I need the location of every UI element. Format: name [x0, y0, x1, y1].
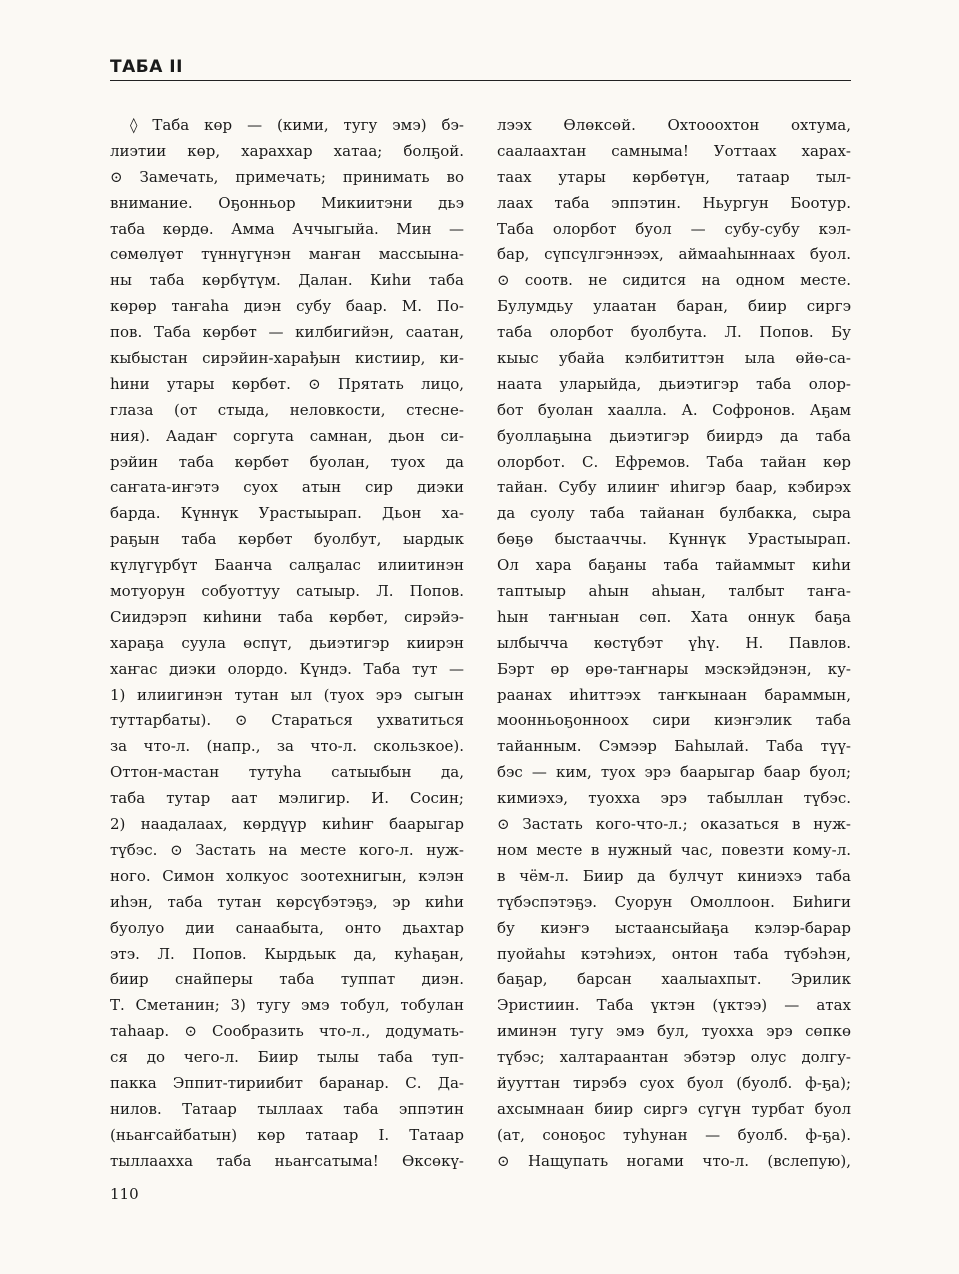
- text-line: ◊ Таба көр — (кими, тугу эмэ) бэ-: [130, 116, 464, 134]
- text-line: таба тутар аат мэлигир. И. Сосин;: [110, 789, 464, 808]
- text-line: күлүгүрбүт Баанча салҕалас илиитинэн: [110, 556, 464, 575]
- text-line: һини утары көрбөт. ⊙ Прятать лицо,: [110, 374, 464, 393]
- text-line: в чём-л. Биир да булчут киниэхэ таба: [497, 866, 851, 885]
- text-line: пакка Эппит-тириибит баранар. С. Да-: [110, 1073, 464, 1092]
- text-line: ⊙ Застать кого-что-л.; оказаться в нуж-: [497, 815, 851, 834]
- text-line: лээх Өлөксөй. Охтооохтон охтума,: [497, 116, 851, 134]
- text-line: Эристиин. Таба үктэн (үктээ) — атах: [497, 996, 851, 1015]
- text-line: ⊙ Замечать, примечать; принимать во: [110, 167, 464, 186]
- text-line: таах утары көрбөтүн, татаар тыл-: [497, 167, 851, 186]
- right-column: [497, 113, 851, 1175]
- text-line: түбэспэтэҕэ. Суорун Омоллоон. Биһиги: [497, 892, 851, 911]
- text-line: тайан. Субу илииҥ иһигэр баар, кэбирэх: [497, 478, 851, 497]
- text-line: да суолу таба тайанан булбакка, сыра: [497, 504, 851, 523]
- text-line: ся до чего-л. Биир тылы таба туп-: [110, 1048, 464, 1067]
- text-line: тыллаахха таба ньаҥсатыма! Өксөкү-: [110, 1151, 464, 1170]
- text-line: мотуорун собуоттуу сатыыр. Л. Попов.: [110, 582, 464, 601]
- text-line: ахсымнаан биир сиргэ сүгүн турбат буол: [497, 1099, 851, 1118]
- text-line: Булумдьу улаатан баран, биир сиргэ: [497, 297, 851, 316]
- text-line: таба көрдө. Амма Аччыгыйа. Мин —: [110, 219, 464, 238]
- text-line: буолуо дии санаабыта, онто дьахтар: [110, 918, 464, 937]
- text-line: бөҕө быстааччы. Күннүк Урастыырап.: [497, 530, 851, 549]
- text-line: ылбычча көстүбэт үһү. Н. Павлов.: [497, 633, 851, 652]
- text-line: кимиэхэ, туохха эрэ табыллан түбэс.: [497, 789, 851, 808]
- text-line: Бэрт өр өрө-таҥнары мэскэйдэнэн, ку-: [497, 659, 851, 678]
- text-line: раҕын таба көрбөт буолбут, ыардык: [110, 530, 464, 549]
- text-line: лаах таба эппэтин. Ньургун Боотур.: [497, 193, 851, 212]
- text-line: 1) илиигинэн тутан ыл (туох эрэ сыгын: [110, 685, 464, 704]
- text-line: тайанным. Сэмээр Баһылай. Таба түү-: [497, 737, 851, 756]
- text-line: саҥата-иҥэтэ суох атын сир диэки: [110, 478, 464, 497]
- text-line: йууттан тирэбэ суох буол (буолб. ф-ҕа);: [497, 1073, 851, 1092]
- text-line: буоллаҕына дьиэтигэр биирдэ да таба: [497, 426, 851, 445]
- text-line: иһэн, таба тутан көрсүбэтэҕэ, эр киһи: [110, 892, 464, 911]
- text-line: этэ. Л. Попов. Кырдьык да, куһаҕан,: [110, 944, 464, 963]
- text-line: саалаахтан самныма! Уоттаах харах-: [497, 141, 851, 160]
- text-line: глаза (от стыда, неловкости, стесне-: [110, 400, 464, 419]
- running-head: ТАБА II: [110, 57, 183, 77]
- text-line: баҕар, барсан хаалыахпыт. Эрилик: [497, 970, 851, 989]
- text-line: кыыс убайа кэлбититтэн ыла өйө-са-: [497, 349, 851, 368]
- text-line: ния). Аадаҥ соргута самнан, дьон си-: [110, 426, 464, 445]
- text-line: биир снайперы таба туппат диэн.: [110, 970, 464, 989]
- text-line: Ол хара баҕаны таба тайаммыт киһи: [497, 556, 851, 575]
- text-line: за что-л. (напр., за что-л. скользкое).: [110, 737, 464, 756]
- text-line: бот буолан хаалла. А. Софронов. Аҕам: [497, 400, 851, 419]
- text-line: (ньаҥсайбатын) көр татаар I. Татаар: [110, 1125, 464, 1144]
- text-line: (ат, соноҕос туһунан — буолб. ф-ҕа).: [497, 1125, 851, 1144]
- text-line: пов. Таба көрбөт — килбигийэн, саатан,: [110, 323, 464, 342]
- text-line: хараҕа суула өспүт, дьиэтигэр киирэн: [110, 633, 464, 652]
- text-line: Т. Сметанин; 3) тугу эмэ тобул, тобулан: [110, 996, 464, 1015]
- text-line: ⊙ соотв. не сидится на одном месте.: [497, 271, 851, 290]
- text-line: ного. Симон холкуос зоотехнигын, кэлэн: [110, 866, 464, 885]
- text-line: моонньоҕонноох сири киэҥэлик таба: [497, 711, 851, 730]
- text-line: түбэс; халтараантан эбэтэр олус долгу-: [497, 1048, 851, 1067]
- text-line: сөмөлүөт түннүгүнэн маҥан массыына-: [110, 245, 464, 264]
- text-line: көрөр таҥаһа диэн субу баар. М. По-: [110, 297, 464, 316]
- text-line: наата уларыйда, дьиэтигэр таба олор-: [497, 374, 851, 393]
- text-line: һын таҥныан сөп. Хата оннук баҕа: [497, 607, 851, 626]
- page-header: [110, 54, 851, 81]
- text-line: рэйин таба көрбөт буолан, туох да: [110, 452, 464, 471]
- text-line: Таба олорбот буол — субу-субу кэл-: [497, 219, 851, 238]
- text-line: Сиидэрэп киһини таба көрбөт, сирэйэ-: [110, 607, 464, 626]
- text-line: таһаар. ⊙ Сообразить что-л., додумать-: [110, 1022, 464, 1041]
- left-column: [110, 113, 464, 1175]
- text-line: ⊙ Нащупать ногами что-л. (вслепую),: [497, 1151, 851, 1170]
- text-line: бу киэҥэ ыстаансыйаҕа кэлэр-барар: [497, 918, 851, 937]
- text-line: ном месте в нужный час, повезти кому-л.: [497, 840, 851, 859]
- text-line: туттарбаты). ⊙ Стараться ухватиться: [110, 711, 464, 730]
- text-line: нилов. Татаар тыллаах таба эппэтин: [110, 1099, 464, 1118]
- text-line: раанах иһиттээх таҥкынаан бараммын,: [497, 685, 851, 704]
- text-line: иминэн тугу эмэ бул, туохха эрэ сөпкө: [497, 1022, 851, 1041]
- text-line: кыбыстан сирэйин-харађын кистиир, ки-: [110, 349, 464, 368]
- text-line: олорбот. С. Ефремов. Таба тайан көр: [497, 452, 851, 471]
- text-line: внимание. Оҕонньор Микиитэни дьэ: [110, 193, 464, 212]
- text-line: барда. Күннүк Урастыырап. Дьон ха-: [110, 504, 464, 523]
- text-line: ны таба көрбүтүм. Далан. Киһи таба: [110, 271, 464, 290]
- text-line: таптыыр аһын аһыан, талбыт таҥа-: [497, 582, 851, 601]
- text-line: пуойаһы кэтэһиэх, онтон таба түбэһэн,: [497, 944, 851, 963]
- text-line: бар, сүпсүлгэннээх, аймааһыннаах буол.: [497, 245, 851, 264]
- page-number: 110: [110, 1185, 139, 1203]
- text-line: 2) наадалаах, көрдүүр киһиҥ баарыгар: [110, 815, 464, 834]
- text-line: лиэтии көр, хараххар хатаа; болҕой.: [110, 141, 464, 160]
- text-line: хаҥас диэки олордо. Күндэ. Таба тут —: [110, 659, 464, 678]
- text-line: бэс — ким, туох эрэ баарыгар баар буол;: [497, 763, 851, 782]
- text-line: таба олорбот буолбута. Л. Попов. Бу: [497, 323, 851, 342]
- text-line: Оттон-мастан тутуһа сатыыбын да,: [110, 763, 464, 782]
- text-line: түбэс. ⊙ Застать на месте кого-л. нуж-: [110, 840, 464, 859]
